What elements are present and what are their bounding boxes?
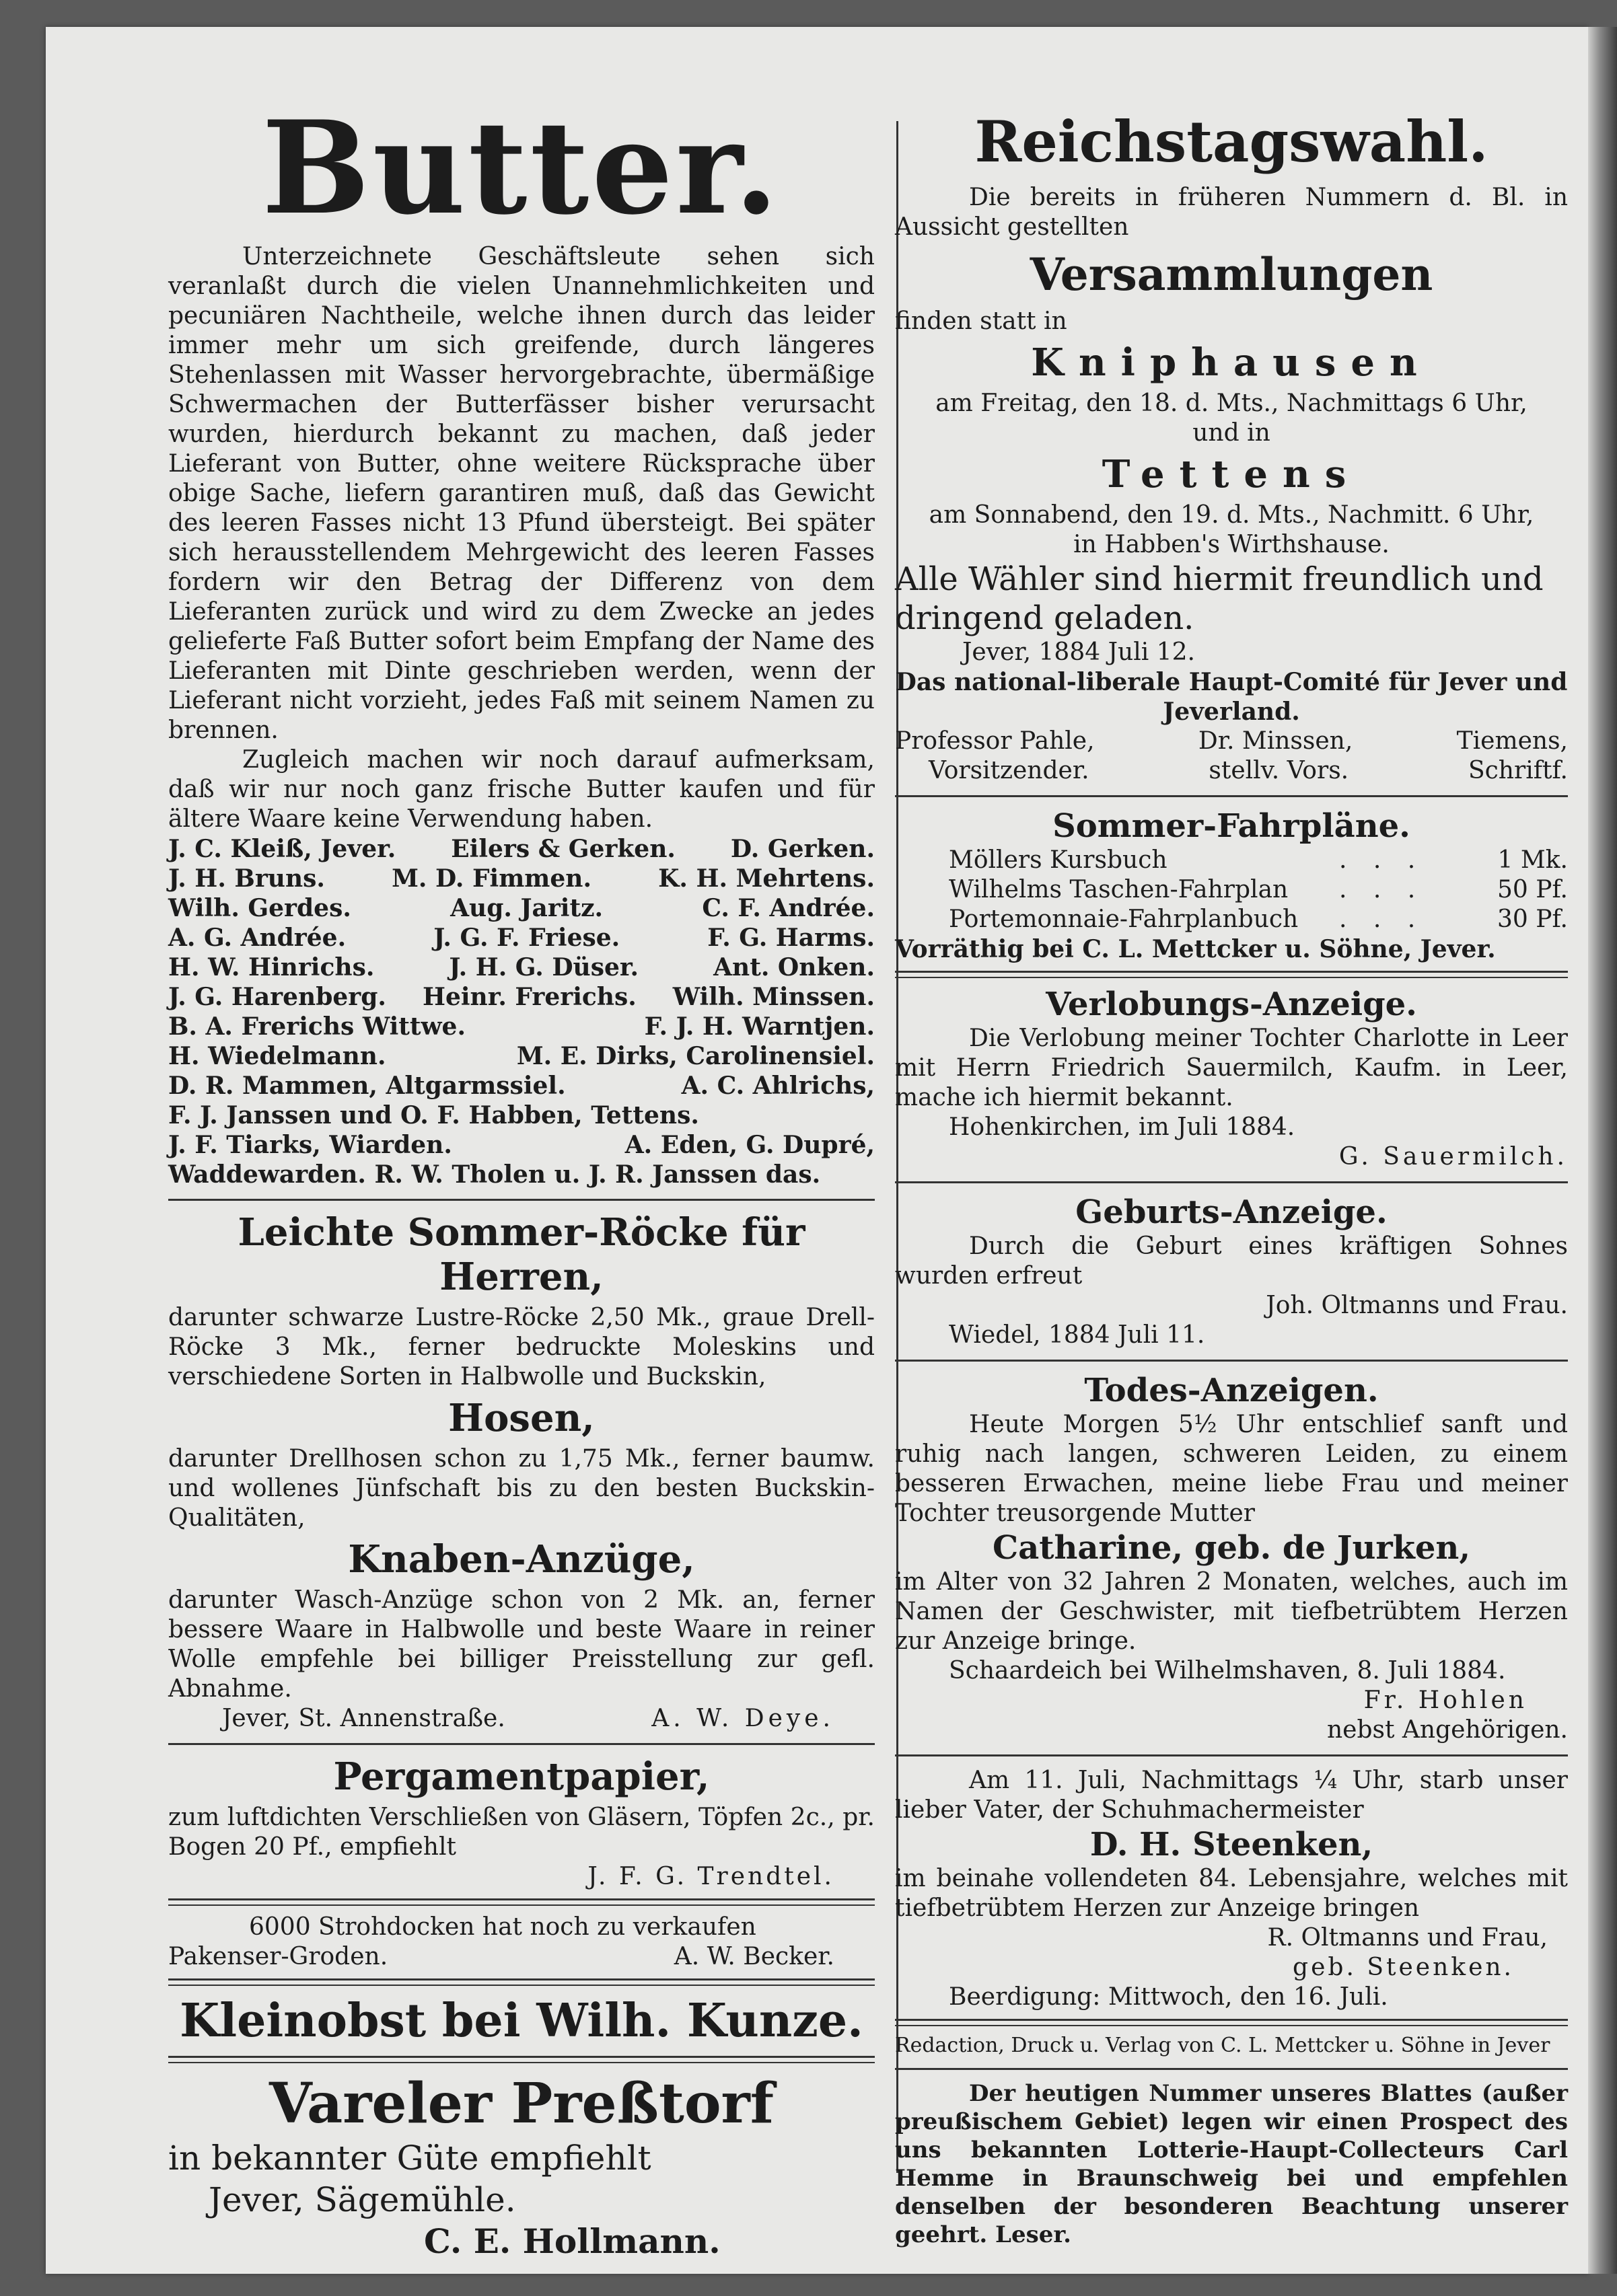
pergament-ad <box>168 1754 875 1892</box>
signer-name: Wilh. Gerdes. <box>168 894 351 922</box>
todes2-ad <box>895 1766 1568 2012</box>
sommer-signer: A. W. Deye. <box>651 1705 834 1732</box>
divider <box>895 2068 1568 2070</box>
stroh-signer: A. W. Becker. <box>674 1943 834 1970</box>
todes-text: Heute Morgen 5½ Uhr entschlief sanft und ruhig nach langen, schweren Leiden, zu einem besseren Erwachen, meine liebe Frau und meiner Tochter treusorgende Mutter <box>895 1411 1568 1527</box>
butter-title: Butter. <box>262 93 781 243</box>
leader-dots: . . . <box>1339 876 1425 903</box>
todes2-burial: Beerdigung: Mittwoch, den 16. Juli. <box>949 1983 1388 2011</box>
divider <box>895 795 1568 797</box>
stroh-place: Pakenser-Groden. <box>168 1943 388 1970</box>
butter-text: Unterzeichnete Geschäftsleute sehen sich veranlaßt durch die vielen Unannehmlichkeiten und pecuniären Nachtheile, welche ihnen durch das leider immer mehr um sich greifende, durch längeres Stehenlassen mit Wasser hervorgebrachte, übermäßige Schwermachen der Butterfässer bisher verursacht wurden, hierdurch bekannt zu machen, daß jeder Lieferant von Butter, ohne weitere Rücksprache über obige Sache, liefern garantiren muß, daß das Gewicht des leeren Fasses nicht 13 Pfund übersteigt. Bei später sich herausstellendem Mehrgewicht des leeren Fasses fordern wir den Betrag der Differenz von dem Lieferanten zurück und wird zu dem Zwecke an jedes gelieferte Faß Butter sofort beim Empfang der Name des Lieferanten mit Dinte geschrieben werden, wenn der Lieferant nicht vorzieht, jedes Faß mit seinem Namen zu brennen. <box>168 243 875 744</box>
sommer-text: darunter schwarze Lustre-Röcke 2,50 Mk., graue Drell-Röcke 3 Mk., ferner bedruckte Moleskins und verschiedene Sorten in Halbwolle und Buckskin, <box>168 1304 875 1391</box>
butter-ad <box>168 93 875 1189</box>
wahl-intro: Die bereits in früheren Nummern d. Bl. in Aussicht gestellten <box>895 184 1568 241</box>
butter-signers <box>168 834 875 1189</box>
signer-name: Waddewarden. R. W. Tholen u. J. R. Janssen das. <box>168 1160 821 1189</box>
divider <box>895 1181 1568 1183</box>
divider <box>895 2019 1568 2026</box>
fahrplan-item-price: 50 Pf. <box>1497 876 1568 903</box>
verlobung-text: Die Verlobung meiner Tochter Charlotte in Leer mit Herrn Friedrich Sauermilch, Kaufm. in Leer, mache ich hiermit bekannt. <box>895 1025 1568 1111</box>
wahl-dateline: Jever, 1884 Juli 12. <box>962 638 1195 666</box>
fahrplan-ad <box>895 807 1568 964</box>
signer-name: C. F. Andrée. <box>702 894 875 922</box>
verlobung-place: Hohenkirchen, im Juli 1884. <box>949 1113 1295 1141</box>
signer-row <box>168 982 875 1012</box>
wahl-role: Schriftf. <box>1468 757 1568 784</box>
wahl-ad <box>895 105 1568 786</box>
geburt-ad <box>895 1193 1568 1350</box>
wahl-place2: Tettens <box>1102 452 1361 496</box>
signer-row <box>168 1041 875 1071</box>
torf-ad <box>168 2070 875 2262</box>
fahrplan-item-name: Wilhelms Taschen-Fahrplan <box>949 876 1289 903</box>
wahl-und: und in <box>1192 419 1270 447</box>
fahrplan-item <box>949 875 1568 905</box>
todes-heading: Todes-Anzeigen. <box>1084 1372 1379 1409</box>
signer-row <box>168 1130 875 1160</box>
sommer-ad <box>168 1210 875 1734</box>
todes-signer-2: nebst Angehörigen. <box>1326 1716 1568 1744</box>
wahl-names <box>895 727 1568 756</box>
wahl-date1: am Freitag, den 18. d. Mts., Nachmittags 6 Uhr, <box>935 390 1528 417</box>
todes-ad <box>895 1371 1568 1745</box>
sommer-heading: Leichte Sommer-Röcke für Herren, <box>238 1210 805 1299</box>
divider <box>168 2056 875 2063</box>
fahrplan-footer: Vorräthig bei C. L. Mettcker u. Söhne, Jever. <box>895 935 1496 963</box>
todes2-text: Am 11. Juli, Nachmittags ¼ Uhr, starb unser lieber Vater, der Schuhmachermeister <box>895 1767 1568 1824</box>
wahl-finden: finden statt in <box>895 307 1067 335</box>
verlobung-ad <box>895 985 1568 1172</box>
signer-name: H. Wiedelmann. <box>168 1042 386 1070</box>
todes2-signer-2: geb. Steenken. <box>1293 1954 1514 1981</box>
leader-dots: . . . <box>1339 905 1425 933</box>
pergament-signer: J. F. G. Trendtel. <box>587 1863 834 1890</box>
wahl-venue2: in Habben's Wirthshause. <box>1073 531 1390 558</box>
fahrplan-list <box>895 846 1568 934</box>
fahrplan-item <box>949 905 1568 934</box>
signer-name: Ant. Onken. <box>713 953 875 982</box>
signer-name: J. C. Kleiß, Jever. <box>168 835 396 863</box>
todes2-name: D. H. Steenken, <box>1089 1826 1373 1863</box>
divider <box>168 1898 875 1906</box>
geburt-signer: Joh. Oltmanns und Frau. <box>1266 1292 1568 1319</box>
signer-name: H. W. Hinrichs. <box>168 953 375 982</box>
signer-name: F. G. Harms. <box>707 924 875 952</box>
sommer-place: Jever, St. Annenstraße. <box>222 1705 505 1732</box>
wahl-name: Tiemens, <box>1456 727 1568 755</box>
beilage-notice: Der heutigen Nummer unseres Blattes (außer preußischem Gebiet) legen wir einen Prospect des uns bekannten Lotterie-Haupt-Collecteurs Carl Hemme in Braunschweig bei und empfehlen denselben der besonderen Beachtung unserer geehrt. Leser. <box>895 2080 1568 2248</box>
signer-name: Eilers & Gerken. <box>451 835 676 863</box>
signer-name: D. R. Mammen, Altgarmssiel. <box>168 1072 566 1100</box>
signer-name: A. C. Ahlrichs, <box>681 1072 875 1100</box>
signer-row <box>168 864 875 893</box>
leader-dots: . . . <box>1339 846 1425 874</box>
signer-name: Heinr. Frerichs. <box>422 983 637 1011</box>
torf-line1: in bekannter Güte empfiehlt <box>168 2139 651 2178</box>
signer-name: A. G. Andrée. <box>168 924 347 952</box>
divider <box>168 1199 875 1201</box>
pergament-text: zum luftdichten Verschließen von Gläsern, Töpfen 2c., pr. Bogen 20 Pf., empfiehlt <box>168 1804 875 1861</box>
divider <box>895 1754 1568 1756</box>
signer-name: F. J. Janssen und O. F. Habben, Tettens. <box>168 1101 699 1130</box>
signer-name: F. J. H. Warntjen. <box>644 1012 875 1041</box>
redaction-line: Redaction, Druck u. Verlag von C. L. Mettcker u. Söhne in Jever <box>895 2034 1550 2057</box>
wahl-committee: Das national-liberale Haupt-Comité für Jever und Jeverland. <box>895 668 1568 726</box>
signer-row <box>168 1101 875 1130</box>
signer-name: J. H. Bruns. <box>168 864 325 893</box>
right-column <box>895 101 1568 2249</box>
signer-row <box>168 893 875 923</box>
geburt-place: Wiedel, 1884 Juli 11. <box>949 1321 1205 1349</box>
left-column <box>168 93 875 2262</box>
fahrplan-item-name: Portemonnaie-Fahrplanbuch <box>949 905 1299 933</box>
wahl-heading: Versammlungen <box>1030 248 1433 301</box>
signer-row <box>168 834 875 864</box>
fahrplan-item-price: 30 Pf. <box>1497 905 1568 933</box>
geburt-heading: Geburts-Anzeige. <box>1075 1193 1388 1231</box>
signer-name: J. G. F. Friese. <box>433 924 620 952</box>
knaben-heading: Knaben-Anzüge, <box>348 1537 695 1582</box>
verlobung-signer: G. Sauermilch. <box>1338 1143 1568 1171</box>
torf-heading: Vareler Preßtorf <box>268 2071 775 2136</box>
signer-row <box>168 1012 875 1041</box>
signer-name: A. Eden, G. Dupré, <box>624 1131 875 1159</box>
signer-name: M. E. Dirks, Carolinensiel. <box>516 1042 875 1070</box>
hosen-heading: Hosen, <box>448 1396 595 1440</box>
page-edge <box>1588 27 1617 2274</box>
todes-signer: Fr. Hohlen <box>1363 1687 1528 1714</box>
divider <box>895 971 1568 978</box>
divider <box>895 1360 1568 1362</box>
butter-text-2: Zugleich machen wir noch darauf aufmerksam, daß wir nur noch ganz frische Butter kaufen und für ältere Waare keine Verwendung haben. <box>168 746 875 833</box>
torf-line2: Jever, Sägemühle. <box>209 2180 516 2219</box>
fahrplan-item-price: 1 Mk. <box>1497 846 1568 874</box>
signer-name: K. H. Mehrtens. <box>658 864 875 893</box>
signer-row <box>168 1071 875 1101</box>
signer-row <box>168 923 875 953</box>
signer-name: J. G. Harenberg. <box>168 983 386 1011</box>
stroh-line: 6000 Strohdocken hat noch zu verkaufen <box>249 1913 756 1941</box>
wahl-role: Vorsitzender. <box>929 757 1089 784</box>
signer-name: J. H. G. Düser. <box>449 953 639 982</box>
todes-name: Catharine, geb. de Jurken, <box>992 1529 1471 1567</box>
geburt-text: Durch die Geburt eines kräftigen Sohnes wurden erfreut <box>895 1232 1568 1290</box>
signer-name: D. Gerken. <box>730 835 875 863</box>
kleinobst-ad: Kleinobst bei Wilh. Kunze. <box>180 1994 863 2048</box>
knaben-text: darunter Wasch-Anzüge schon von 2 Mk. an, ferner bessere Waare in Halbwolle und beste Waare in reiner Wolle empfehle bei billiger Preisstellung zur gefl. Abnahme. <box>168 1586 875 1703</box>
verlobung-heading: Verlobungs-Anzeige. <box>1046 986 1417 1023</box>
fahrplan-item <box>949 846 1568 875</box>
signer-row <box>168 953 875 982</box>
wahl-place1: Kniphausen <box>1031 340 1432 385</box>
wahl-title: Reichstagswahl. <box>974 108 1488 175</box>
wahl-role: stellv. Vors. <box>1209 757 1349 784</box>
fahrplan-item-name: Möllers Kursbuch <box>949 846 1167 874</box>
divider <box>168 1743 875 1745</box>
wahl-name: Dr. Minssen, <box>1198 727 1353 755</box>
divider <box>168 1978 875 1986</box>
wahl-appeal: Alle Wähler sind hiermit freundlich und dringend geladen. <box>895 560 1544 637</box>
fahrplan-heading: Sommer-Fahrpläne. <box>1052 807 1410 845</box>
wahl-name: Professor Pahle, <box>895 727 1095 755</box>
signer-name: Wilh. Minssen. <box>672 983 875 1011</box>
signer-row <box>168 1160 875 1189</box>
pergament-heading: Pergamentpapier, <box>333 1754 710 1799</box>
wahl-roles <box>895 756 1568 786</box>
todes2-signer: R. Oltmanns und Frau, <box>1267 1924 1548 1952</box>
todes2-text-2: im beinahe vollendeten 84. Lebensjahre, welches mit tiefbetrübtem Herzen zur Anzeige bringen <box>895 1865 1568 1922</box>
signer-name: J. F. Tiarks, Wiarden. <box>168 1131 452 1159</box>
hosen-text: darunter Drellhosen schon zu 1,75 Mk., ferner baumw. und wollenes Jünfschaft bis zu den besten Buckskin-Qualitäten, <box>168 1445 875 1532</box>
stroh-ad <box>168 1913 875 1972</box>
signer-name: M. D. Fimmen. <box>392 864 592 893</box>
torf-signer: C. E. Hollmann. <box>424 2221 721 2261</box>
wahl-date2: am Sonnabend, den 19. d. Mts., Nachmitt. 6 Uhr, <box>929 501 1534 529</box>
todes-place: Schaardeich bei Wilhelmshaven, 8. Juli 1884. <box>949 1657 1506 1684</box>
signer-name: Aug. Jaritz. <box>450 894 604 922</box>
todes-text-2: im Alter von 32 Jahren 2 Monaten, welches, auch im Namen der Geschwister, mit tiefbetrübtem Herzen zur Anzeige bringe. <box>895 1568 1568 1655</box>
signer-name: B. A. Frerichs Wittwe. <box>168 1012 466 1041</box>
